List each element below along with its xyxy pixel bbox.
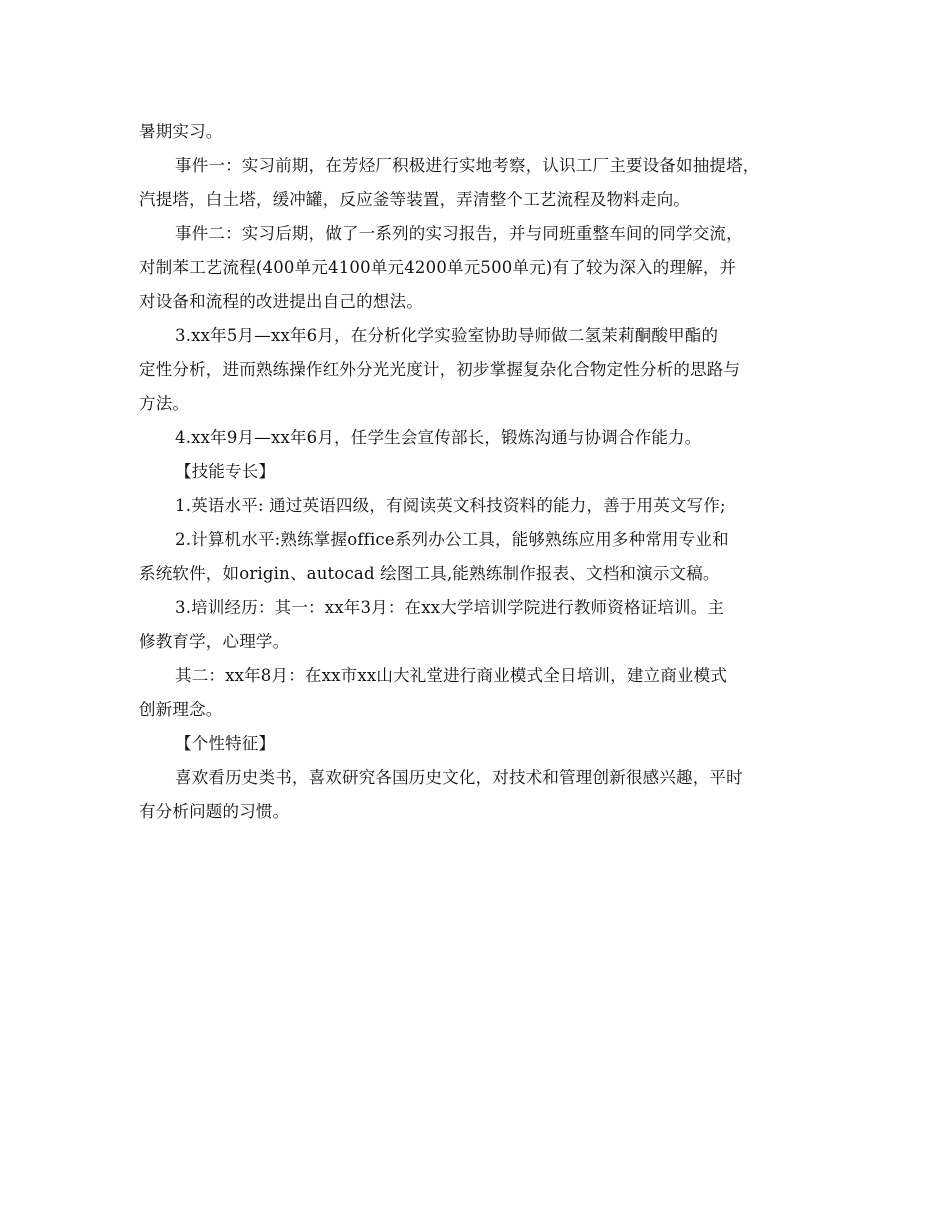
text-line: 对设备和流程的改进提出自己的想法。 <box>139 292 423 311</box>
text-line: 暑期实习。 <box>139 122 223 141</box>
text-line: 其二：xx年8月：在xx市xx山大礼堂进行商业模式全日培训，建立商业模式 <box>175 666 728 685</box>
section-heading-skills: 【技能专长】 <box>175 462 276 481</box>
section-heading-personality: 【个性特征】 <box>175 734 276 753</box>
text-line: 事件二：实习后期，做了一系列的实习报告，并与同班重整车间的同学交流， <box>175 224 743 243</box>
text-line: 方法。 <box>139 394 190 413</box>
text-line: 2.计算机水平:熟练掌握office系列办公工具，能够熟练应用多种常用专业和 <box>175 530 729 549</box>
text-line: 创新理念。 <box>139 700 223 719</box>
text-line: 1.英语水平: 通过英语四级，有阅读英文科技资料的能力，善于用英文写作; <box>175 496 726 515</box>
text-line: 3.xx年5月—xx年6月，在分析化学实验室协助导师做二氢茉莉酮酸甲酯的 <box>175 326 719 345</box>
text-line: 对制苯工艺流程(400单元4100单元4200单元500单元)有了较为深入的理解，并 <box>139 258 737 277</box>
text-line: 定性分析，进而熟练操作红外分光光度计，初步掌握复杂化合物定性分析的思路与 <box>139 360 741 379</box>
text-line: 汽提塔，白土塔，缓冲罐，反应釜等装置，弄清整个工艺流程及物料走向。 <box>139 190 691 209</box>
text-line: 有分析问题的习惯。 <box>139 802 290 821</box>
text-line: 3.培训经历：其一：xx年3月：在xx大学培训学院进行教师资格证培训。主 <box>175 598 725 617</box>
text-line: 喜欢看历史类书，喜欢研究各国历史文化，对技术和管理创新很感兴趣，平时 <box>175 768 743 787</box>
text-line: 事件一：实习前期，在芳烃厂积极进行实地考察，认识工厂主要设备如抽提塔， <box>175 156 760 175</box>
text-line: 4.xx年9月—xx年6月，任学生会宣传部长，锻炼沟通与协调合作能力。 <box>175 428 702 447</box>
document-body <box>139 115 817 829</box>
text-line: 修教育学，心理学。 <box>139 632 290 651</box>
text-line: 系统软件，如origin、autocad 绘图工具,能熟练制作报表、文档和演示文稿。 <box>139 564 720 583</box>
